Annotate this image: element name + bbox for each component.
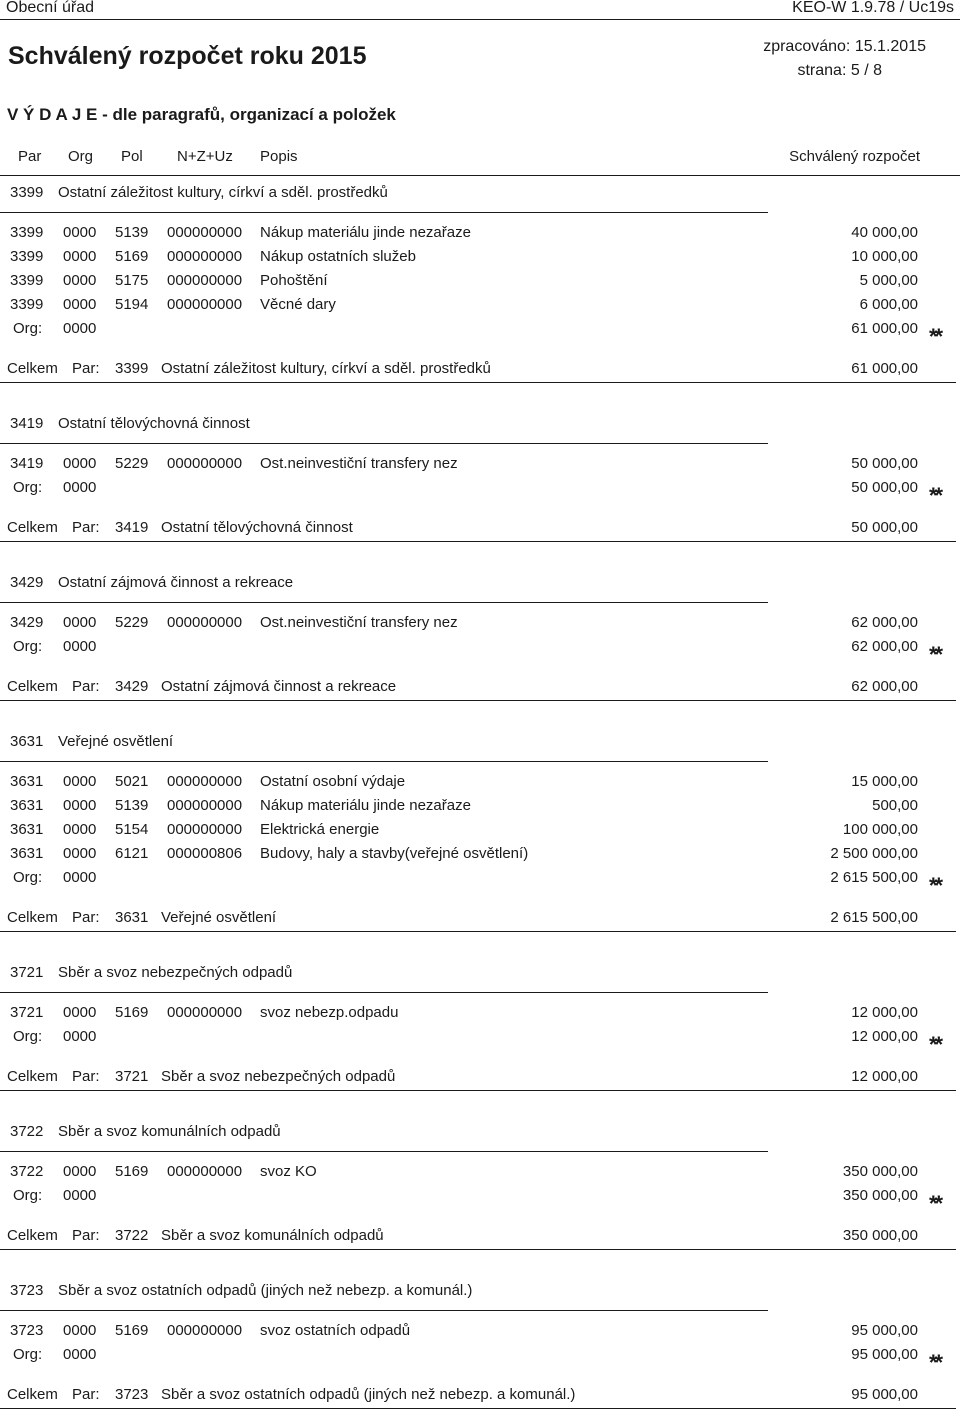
total-celkem: Celkem bbox=[7, 909, 58, 926]
row-amount: 350 000,00 bbox=[842, 1163, 918, 1180]
row-amount: 95 000,00 bbox=[851, 1322, 918, 1339]
section-par: 3429 bbox=[10, 574, 44, 591]
row-par: 3631 bbox=[10, 821, 44, 838]
page-title: Schválený rozpočet roku 2015 bbox=[8, 42, 367, 70]
org-stars: ** bbox=[929, 1350, 941, 1375]
row-popis: svoz nebezp.odpadu bbox=[260, 1004, 399, 1021]
org-label: Org: bbox=[13, 479, 43, 496]
row-nzu: 000000000 bbox=[167, 1004, 243, 1021]
org-total: 350 000,00 bbox=[842, 1187, 918, 1204]
org-code: 0000 bbox=[63, 479, 97, 496]
row-amount: 12 000,00 bbox=[851, 1004, 918, 1021]
section-par: 3721 bbox=[10, 964, 44, 981]
org-stars: ** bbox=[929, 1032, 941, 1057]
section-par: 3723 bbox=[10, 1282, 44, 1299]
row-org: 0000 bbox=[63, 773, 97, 790]
row-popis: Elektrická energie bbox=[260, 821, 380, 838]
total-celkem: Celkem bbox=[7, 360, 58, 377]
row-amount: 6 000,00 bbox=[859, 296, 918, 313]
org-label: Org: bbox=[13, 1346, 43, 1363]
org-code: 0000 bbox=[63, 638, 97, 655]
row-amount: 10 000,00 bbox=[851, 248, 918, 265]
row-pol: 5169 bbox=[115, 1163, 149, 1180]
org-total: 50 000,00 bbox=[851, 479, 918, 496]
row-popis: svoz KO bbox=[260, 1163, 317, 1180]
row-nzu: 000000000 bbox=[167, 1322, 243, 1339]
row-amount: 500,00 bbox=[872, 797, 918, 814]
col-org: Org bbox=[68, 148, 94, 165]
total-amount: 95 000,00 bbox=[851, 1386, 918, 1403]
row-par: 3723 bbox=[10, 1322, 44, 1339]
row-org: 0000 bbox=[63, 272, 97, 289]
row-par: 3722 bbox=[10, 1163, 44, 1180]
section-rule bbox=[0, 992, 768, 993]
org-total: 62 000,00 bbox=[851, 638, 918, 655]
row-nzu: 000000000 bbox=[167, 296, 243, 313]
total-name: Ostatní tělovýchovná činnost bbox=[161, 519, 353, 536]
row-par: 3631 bbox=[10, 773, 44, 790]
row-par: 3399 bbox=[10, 224, 44, 241]
total-rule bbox=[0, 1408, 956, 1409]
row-popis: Nákup ostatních služeb bbox=[260, 248, 416, 265]
total-rule bbox=[0, 931, 956, 932]
section-name: Ostatní zájmová činnost a rekreace bbox=[58, 574, 294, 591]
section-rule bbox=[0, 602, 768, 603]
section-name: Sběr a svoz nebezpečných odpadů bbox=[58, 964, 293, 981]
row-nzu: 000000000 bbox=[167, 797, 243, 814]
org-label: Org: bbox=[13, 869, 43, 886]
col-amount: Schválený rozpočet bbox=[789, 148, 920, 165]
org-total: 95 000,00 bbox=[851, 1346, 918, 1363]
row-nzu: 000000000 bbox=[167, 224, 243, 241]
total-par-label: Par: bbox=[72, 1386, 100, 1403]
section-par: 3399 bbox=[10, 184, 44, 201]
row-nzu: 000000000 bbox=[167, 455, 243, 472]
row-org: 0000 bbox=[63, 614, 97, 631]
total-par-label: Par: bbox=[72, 909, 100, 926]
total-celkem: Celkem bbox=[7, 678, 58, 695]
row-org: 0000 bbox=[63, 1163, 97, 1180]
row-org: 0000 bbox=[63, 224, 97, 241]
row-par: 3419 bbox=[10, 455, 44, 472]
header-office: Obecní úřad bbox=[6, 0, 95, 16]
row-pol: 5169 bbox=[115, 248, 149, 265]
org-label: Org: bbox=[13, 1187, 43, 1204]
total-celkem: Celkem bbox=[7, 519, 58, 536]
row-org: 0000 bbox=[63, 821, 97, 838]
row-popis: Věcné dary bbox=[260, 296, 336, 313]
row-nzu: 000000806 bbox=[167, 845, 243, 862]
total-celkem: Celkem bbox=[7, 1068, 58, 1085]
section-par: 3419 bbox=[10, 415, 44, 432]
col-par: Par bbox=[18, 148, 42, 165]
org-stars: ** bbox=[929, 873, 941, 898]
row-popis: Budovy, haly a stavby(veřejné osvětlení) bbox=[260, 845, 529, 862]
row-pol: 5175 bbox=[115, 272, 149, 289]
total-name: Ostatní záležitost kultury, církví a sděl. prostředků bbox=[161, 360, 491, 377]
section-par: 3722 bbox=[10, 1123, 44, 1140]
org-total: 2 615 500,00 bbox=[830, 869, 918, 886]
total-par: 3721 bbox=[115, 1068, 149, 1085]
row-par: 3399 bbox=[10, 296, 44, 313]
row-nzu: 000000000 bbox=[167, 248, 243, 265]
total-par: 3399 bbox=[115, 360, 149, 377]
row-popis: Ostatní osobní výdaje bbox=[260, 773, 406, 790]
row-org: 0000 bbox=[63, 1004, 97, 1021]
total-rule bbox=[0, 1249, 956, 1250]
total-celkem: Celkem bbox=[7, 1386, 58, 1403]
row-pol: 5154 bbox=[115, 821, 149, 838]
org-code: 0000 bbox=[63, 1028, 97, 1045]
total-amount: 350 000,00 bbox=[842, 1227, 918, 1244]
row-par: 3631 bbox=[10, 845, 44, 862]
section-rule bbox=[0, 212, 768, 213]
total-rule bbox=[0, 382, 956, 383]
total-par-label: Par: bbox=[72, 519, 100, 536]
row-amount: 15 000,00 bbox=[851, 773, 918, 790]
row-pol: 5169 bbox=[115, 1004, 149, 1021]
org-label: Org: bbox=[13, 320, 43, 337]
row-org: 0000 bbox=[63, 248, 97, 265]
total-par-label: Par: bbox=[72, 1068, 100, 1085]
row-pol: 5194 bbox=[115, 296, 149, 313]
row-popis: Ost.neinvestiční transfery nez bbox=[260, 455, 458, 472]
org-code: 0000 bbox=[63, 869, 97, 886]
org-code: 0000 bbox=[63, 1187, 97, 1204]
row-nzu: 000000000 bbox=[167, 821, 243, 838]
org-code: 0000 bbox=[63, 320, 97, 337]
row-popis: Nákup materiálu jinde nezařaze bbox=[260, 797, 471, 814]
section-rule bbox=[0, 761, 768, 762]
row-pol: 5229 bbox=[115, 455, 149, 472]
row-org: 0000 bbox=[63, 455, 97, 472]
row-pol: 5021 bbox=[115, 773, 149, 790]
org-stars: ** bbox=[929, 324, 941, 349]
row-org: 0000 bbox=[63, 1322, 97, 1339]
org-stars: ** bbox=[929, 483, 941, 508]
col-nzu: N+Z+Uz bbox=[177, 148, 233, 165]
processed-label: zpracováno: bbox=[763, 38, 851, 55]
org-stars: ** bbox=[929, 642, 941, 667]
total-par: 3419 bbox=[115, 519, 149, 536]
row-amount: 50 000,00 bbox=[851, 455, 918, 472]
section-rule bbox=[0, 1151, 768, 1152]
total-par: 3723 bbox=[115, 1386, 149, 1403]
row-amount: 5 000,00 bbox=[859, 272, 918, 289]
total-par-label: Par: bbox=[72, 678, 100, 695]
total-name: Sběr a svoz komunálních odpadů bbox=[161, 1227, 384, 1244]
section-name: Veřejné osvětlení bbox=[58, 733, 174, 750]
total-rule bbox=[0, 541, 956, 542]
section-rule bbox=[0, 443, 768, 444]
org-total: 61 000,00 bbox=[851, 320, 918, 337]
total-par-label: Par: bbox=[72, 360, 100, 377]
row-pol: 5139 bbox=[115, 797, 149, 814]
total-par: 3631 bbox=[115, 909, 149, 926]
header-version: KEO-W 1.9.78 / Uc19s bbox=[792, 0, 954, 16]
row-par: 3721 bbox=[10, 1004, 44, 1021]
org-label: Org: bbox=[13, 1028, 43, 1045]
total-amount: 12 000,00 bbox=[851, 1068, 918, 1085]
row-amount: 40 000,00 bbox=[851, 224, 918, 241]
report-subtitle: V Ý D A J E - dle paragrafů, organizací a položek bbox=[7, 105, 396, 124]
row-amount: 100 000,00 bbox=[842, 821, 918, 838]
org-total: 12 000,00 bbox=[851, 1028, 918, 1045]
row-pol: 5139 bbox=[115, 224, 149, 241]
row-org: 0000 bbox=[63, 797, 97, 814]
total-name: Sběr a svoz nebezpečných odpadů bbox=[161, 1068, 396, 1085]
row-nzu: 000000000 bbox=[167, 1163, 243, 1180]
row-org: 0000 bbox=[63, 296, 97, 313]
total-celkem: Celkem bbox=[7, 1227, 58, 1244]
section-name: Ostatní záležitost kultury, církví a sděl. prostředků bbox=[58, 184, 388, 201]
section-par: 3631 bbox=[10, 733, 44, 750]
total-amount: 2 615 500,00 bbox=[830, 909, 918, 926]
row-popis: Ost.neinvestiční transfery nez bbox=[260, 614, 458, 631]
row-amount: 62 000,00 bbox=[851, 614, 918, 631]
col-popis: Popis bbox=[260, 148, 298, 165]
total-rule bbox=[0, 700, 956, 701]
row-pol: 5229 bbox=[115, 614, 149, 631]
total-par: 3429 bbox=[115, 678, 149, 695]
row-nzu: 000000000 bbox=[167, 614, 243, 631]
total-rule bbox=[0, 1090, 956, 1091]
row-popis: Pohoštění bbox=[260, 272, 328, 289]
row-par: 3429 bbox=[10, 614, 44, 631]
section-rule bbox=[0, 1310, 768, 1311]
row-popis: svoz ostatních odpadů bbox=[260, 1322, 411, 1339]
col-pol: Pol bbox=[121, 148, 143, 165]
row-amount: 2 500 000,00 bbox=[830, 845, 918, 862]
total-amount: 61 000,00 bbox=[851, 360, 918, 377]
org-stars: ** bbox=[929, 1191, 941, 1216]
page-label: strana: bbox=[797, 62, 847, 79]
total-name: Sběr a svoz ostatních odpadů (jiných než nebezp. a komunál.) bbox=[161, 1386, 576, 1403]
processed-date: 15.1.2015 bbox=[854, 38, 926, 55]
row-par: 3631 bbox=[10, 797, 44, 814]
total-amount: 62 000,00 bbox=[851, 678, 918, 695]
total-amount: 50 000,00 bbox=[851, 519, 918, 536]
total-par-label: Par: bbox=[72, 1227, 100, 1244]
total-name: Veřejné osvětlení bbox=[161, 909, 277, 926]
org-code: 0000 bbox=[63, 1346, 97, 1363]
row-popis: Nákup materiálu jinde nezařaze bbox=[260, 224, 471, 241]
total-name: Ostatní zájmová činnost a rekreace bbox=[161, 678, 397, 695]
section-name: Sběr a svoz ostatních odpadů (jiných než nebezp. a komunál.) bbox=[58, 1282, 473, 1299]
row-par: 3399 bbox=[10, 248, 44, 265]
row-pol: 5169 bbox=[115, 1322, 149, 1339]
total-par: 3722 bbox=[115, 1227, 149, 1244]
section-name: Ostatní tělovýchovná činnost bbox=[58, 415, 250, 432]
row-nzu: 000000000 bbox=[167, 272, 243, 289]
row-nzu: 000000000 bbox=[167, 773, 243, 790]
row-org: 0000 bbox=[63, 845, 97, 862]
section-name: Sběr a svoz komunálních odpadů bbox=[58, 1123, 281, 1140]
page-value: 5 / 8 bbox=[850, 62, 882, 79]
row-pol: 6121 bbox=[115, 845, 149, 862]
org-label: Org: bbox=[13, 638, 43, 655]
row-par: 3399 bbox=[10, 272, 44, 289]
